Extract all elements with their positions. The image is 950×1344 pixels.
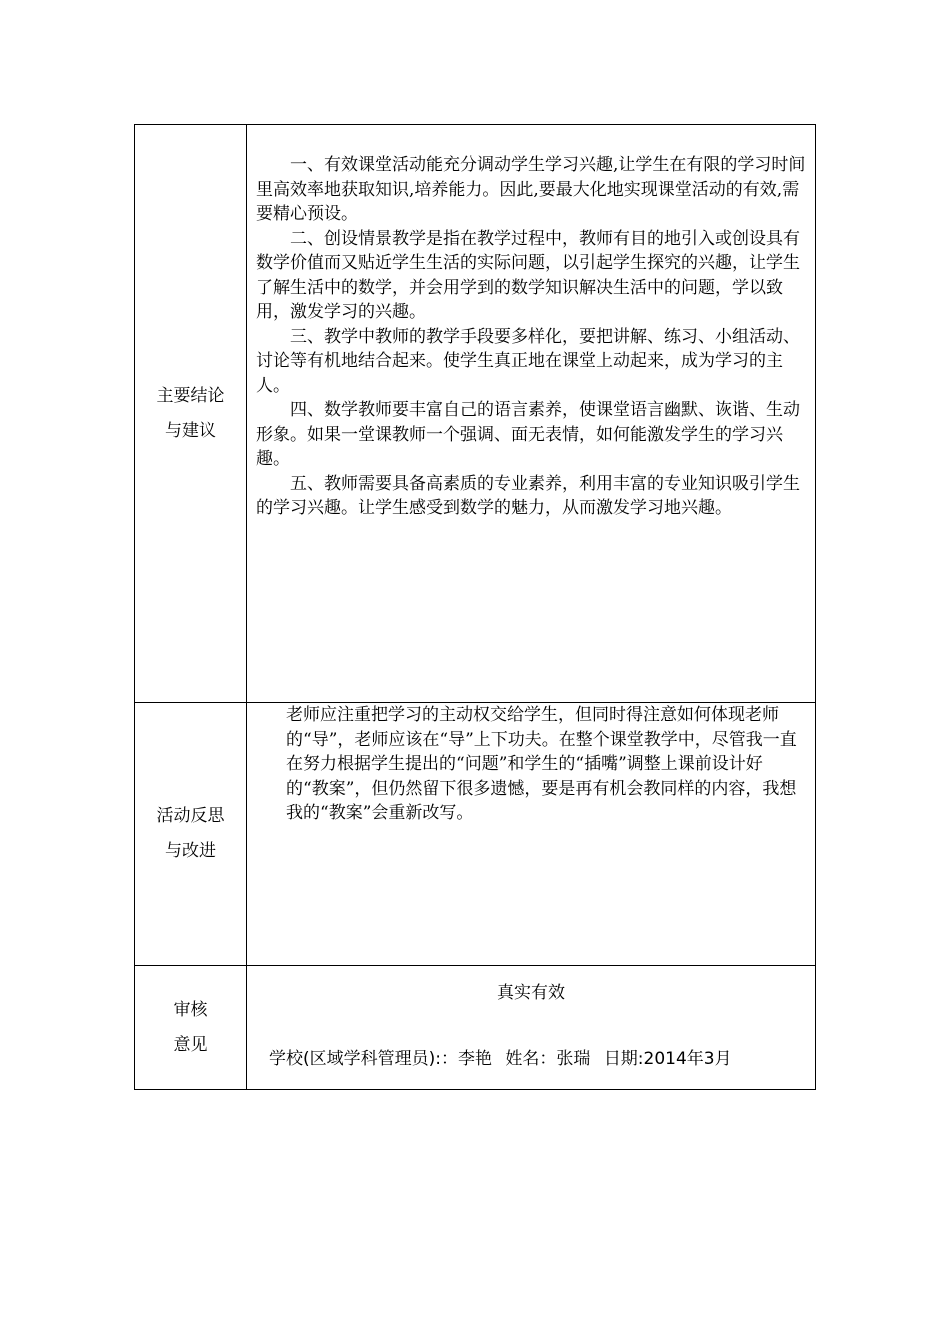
conclusions-row: [135, 125, 816, 703]
reflection-label-line1: 活动反思: [156, 806, 225, 826]
conclusions-content-cell: [247, 125, 816, 703]
review-row: [135, 966, 816, 1090]
review-form-table: [134, 124, 816, 1090]
conclusions-label-cell: [135, 125, 247, 703]
conclusion-paragraph-4: 四、数学教师要丰富自己的语言素养，使课堂语言幽默、诙谐、生动形象。如果一堂课教师一个强调、面无表情，如何能激发学生的学习兴趣。: [256, 400, 800, 469]
review-label-line2: 意见: [173, 1034, 208, 1055]
conclusions-label-line1: 主要结论: [156, 385, 225, 406]
review-label-line1: 审核: [173, 999, 208, 1020]
review-label-cell: [135, 966, 247, 1090]
review-date-field: 日期:2014年3月: [603, 1049, 732, 1069]
review-content-cell: [247, 966, 816, 1090]
reflection-text: 老师应注重把学习的主动权交给学生，但同时得注意如何体现老师的“导”，老师应该在“导”上下功夫。在整个课堂教学中，尽管我一直在努力根据学生提出的“问题”和学生的“插嘴”调整上课前设计好的“教案”，但仍然留下很多遗憾，要是再有机会教同样的内容，我想我的“教案”会重新改写。: [286, 705, 797, 823]
conclusion-paragraph-1: 一、有效课堂活动能充分调动学生学习兴趣,让学生在有限的学习时间里高效率地获取知识,培养能力。因此,要最大化地实现课堂活动的有效,需要精心预设。: [256, 155, 806, 224]
conclusion-paragraph-2: 二、创设情景教学是指在教学过程中，教师有目的地引入或创设具有数学价值而又贴近学生生活的实际问题，以引起学生探究的兴趣，让学生了解生活中的数学，并会用学到的数学知识解决生活中的问题，学以致用，激发学习的兴趣。: [256, 228, 800, 322]
conclusion-paragraph-3: 三、教学中教师的教学手段要多样化，要把讲解、练习、小组活动、讨论等有机地结合起来。使学生真正地在课堂上动起来，成为学习的主人。: [256, 326, 800, 396]
reflection-label-line2: 与改进: [165, 841, 216, 861]
conclusion-paragraph-5: 五、教师需要具备高素质的专业素养，利用丰富的专业知识吸引学生的学习兴趣。让学生感受到数学的魅力，从而激发学习地兴趣。: [256, 473, 800, 518]
reviewer-name-field: 姓名：张瑞: [505, 1049, 591, 1069]
school-admin-field: 学校(区域学科管理员):：李艳: [269, 1049, 492, 1069]
signature-line: [269, 1044, 740, 1069]
conclusions-label-line2: 与建议: [165, 420, 216, 441]
reflection-label-cell: [135, 703, 247, 966]
reflection-row: [135, 703, 816, 966]
reflection-content-cell: [247, 703, 816, 966]
review-verdict: 真实有效: [497, 983, 565, 1003]
